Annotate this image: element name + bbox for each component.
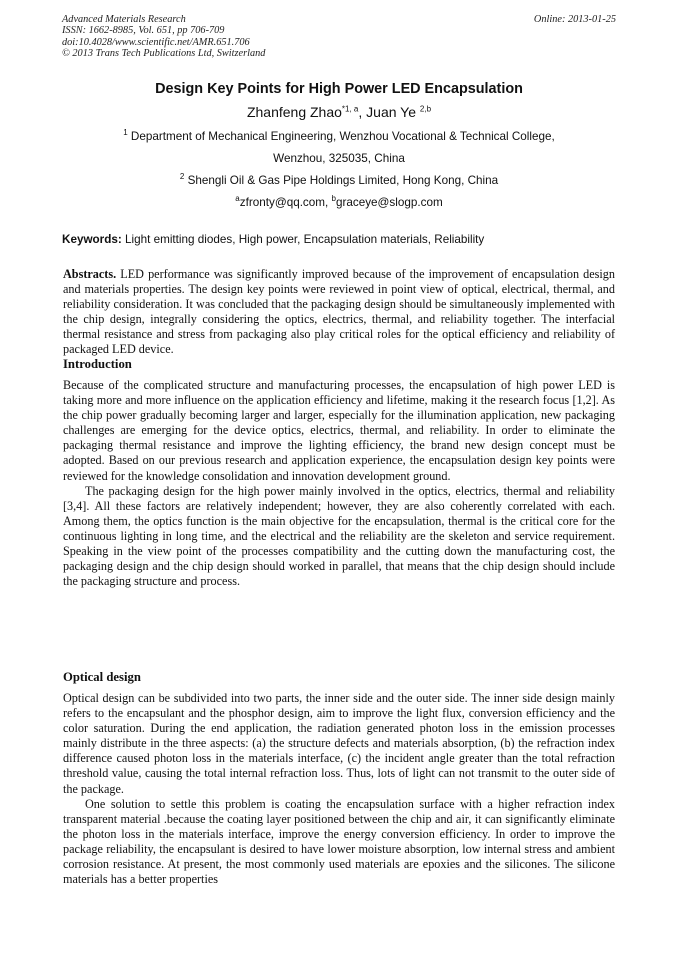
affiliation-2 (0, 174, 678, 187)
email-b-marker: b (331, 194, 336, 204)
optical-paragraph-2: One solution to settle this problem is coating the encapsulation surface with a higher refraction index transparent material .because the coating layer positioned between the chip and air, it can significantly eliminate the photon loss in the materials interface, improve the energy conversion efficiency. In order to improve the package reliability, the encapsulant is desired to have lower moisture absorption, low internal stress and ambient corrosion resistance. At present, the most commonly used materials are epoxies and the silicones. The silicone materials has a better properties (63, 796, 615, 887)
affiliation-2-text: Shengli Oil & Gas Pipe Holdings Limited, Hong Kong, China (184, 174, 499, 187)
authors (0, 104, 678, 120)
affiliation-1 (0, 130, 678, 143)
abstract-label: Abstracts. (63, 267, 117, 281)
doi: doi:10.4028/www.scientific.net/AMR.651.706 (62, 36, 250, 48)
journal-header (62, 14, 265, 59)
author-2-marker: 2,b (419, 104, 432, 114)
affiliation-1-line-1: Department of Mechanical Engineering, Wenzhou Vocational & Technical College, (127, 130, 555, 143)
online-date: Online: 2013-01-25 (533, 14, 616, 25)
affiliation-2-marker: 2 (179, 172, 185, 182)
introduction-body (63, 378, 615, 589)
author-1-marker: *1, a (341, 104, 359, 114)
emails (0, 196, 678, 209)
introduction-paragraph-2: The packaging design for the high power mainly involved in the optics, electrics, thermal and reliability [3,4]. All these factors are relatively independent; however, they are also coherently correlated with each. Among them, the optics function is the main objective for the encapsulation, thermal is the critical core for the continuous lighting in long time, and the electrical and the reliability are the skeleton and service requirement. Speaking in the view point of the processes compatibility and the cutting down the manufacturing cost, the packaging design and the chip design should worked in parallel, that means that the chip design should include the packaging structure and process. (63, 483, 615, 589)
affiliation-1-line-2: Wenzhou, 325035, China (273, 152, 405, 165)
abstract (63, 267, 615, 358)
keywords-text: Light emitting diodes, High power, Encapsulation materials, Reliability (121, 233, 485, 246)
issn: ISSN: 1662-8985, Vol. 651, pp 706-709 (62, 25, 225, 37)
email-a: zfronty@qq.com, (239, 196, 332, 209)
optical-design-heading: Optical design (63, 670, 141, 684)
keywords-label: Keywords: (62, 233, 122, 246)
optical-design-body (63, 691, 615, 887)
introduction-heading: Introduction (63, 357, 132, 371)
journal-name: Advanced Materials Research (62, 14, 186, 25)
author-1: Zhanfeng Zhao (246, 104, 342, 120)
affiliation-1-marker: 1 (123, 128, 128, 138)
optical-paragraph-1: Optical design can be subdivided into two parts, the inner side and the outer side. The inner side design mainly refers to the encapsulant and the phosphor design, aim to improve the light flux, conversion efficiency and the color saturation. During the end application, the radiation generated photon loss in the emission processes mainly distribute in the three aspects: (a) the structure defects and materials absorption, (b) the refraction index difference caused photon loss in the materials interface, (c) the incident angle greater than the total refraction threshold value, causing the total internal refraction loss. Thus, lots of light can not transmit to the outer side of the package. (63, 691, 615, 796)
introduction-paragraph-1: Because of the complicated structure and manufacturing processes, the encapsulation of high power LED is taking more and more influence on the application efficiency and lifetime, making it the research focus [1,2]. As the chip power gradually becoming larger and larger, especially for the illumination application, new packaging challenges are emerging for the device optics, electrics, thermal, and reliability. In order to eliminate the packaging thermal resistance and improve the lighting efficiency, the brand new design concept must be adopted. Based on our previous research and application experience, the encapsulation design key points were reviewed for the knowledge consolidation and innovation development ground. (63, 378, 615, 483)
author-2: Juan Ye (366, 104, 420, 120)
keywords (62, 233, 484, 246)
abstract-text: LED performance was significantly improved because of the improvement of encapsulation design and materials properties. The design key points were reviewed in point view of optical, electrical, thermal, and reliability consideration. It was concluded that the packaging design should be simultaneously implemented with the chip design, integrally considering the optics, electrics, thermal, and reliability together. The interfacial thermal resistance and stress from packaging also play critical roles for the optical efficiency and reliability of packaged LED device. (63, 267, 615, 357)
email-a-marker: a (235, 194, 240, 204)
copyright: © 2013 Trans Tech Publications Ltd, Switzerland (62, 47, 266, 59)
paper-title: Design Key Points for High Power LED Encapsulation (155, 81, 523, 97)
author-separator: , (358, 104, 367, 120)
email-b: graceye@slogp.com (335, 196, 443, 209)
